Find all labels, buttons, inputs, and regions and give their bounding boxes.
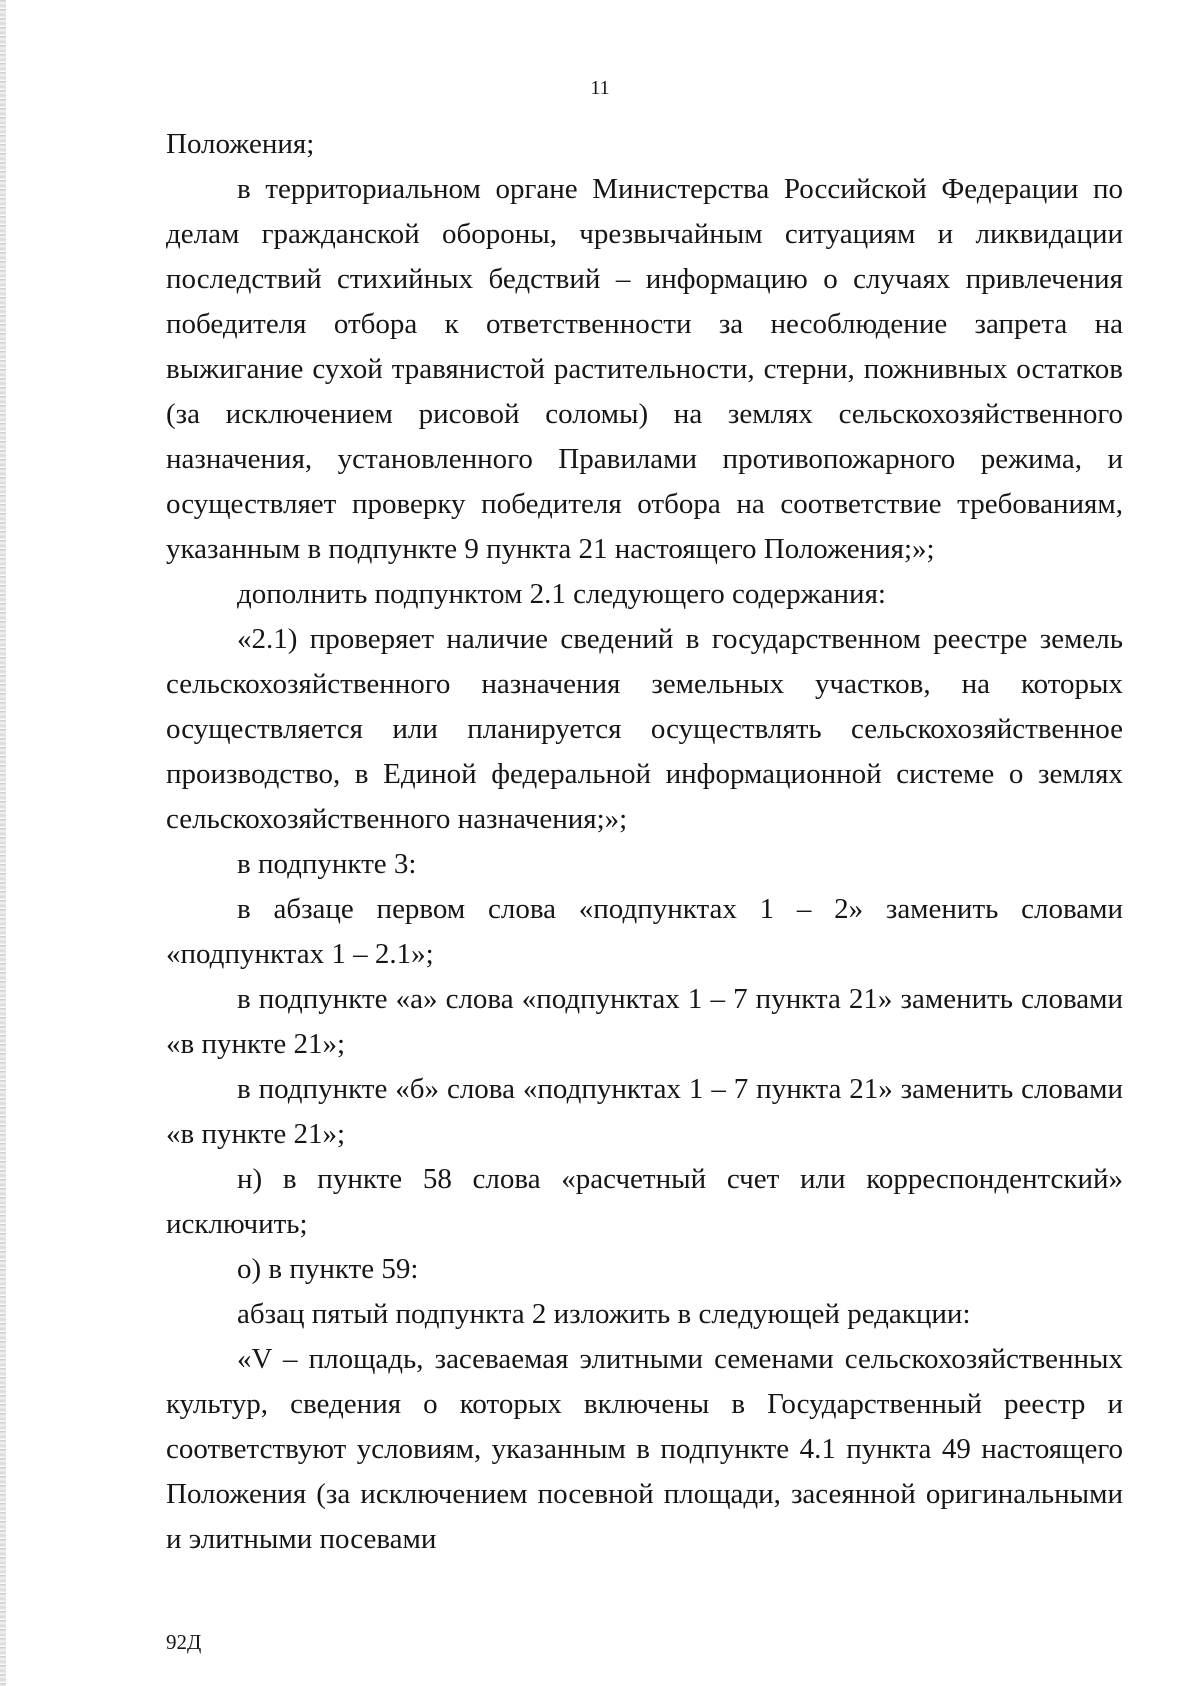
paragraph-6: в абзаце первом слова «подпунктах 1 – 2» заменить словами «подпунктах 1 – 2.1»; (166, 893, 1123, 970)
paragraph-11: абзац пятый подпункта 2 изложить в следующей редакции: (237, 1298, 971, 1330)
page-number: 11 (590, 77, 610, 99)
document-code: 92Д (166, 1630, 202, 1654)
paragraph-5: в подпункте 3: (237, 848, 417, 880)
document-body (166, 122, 1123, 1562)
paragraph-7: в подпункте «а» слова «подпунктах 1 – 7 пункта 21» заменить словами «в пункте 21»; (166, 983, 1123, 1060)
paragraph-9: н) в пункте 58 слова «расчетный счет или корреспондентский» исключить; (166, 1163, 1123, 1240)
paragraph-1: Положения; (166, 128, 315, 160)
paragraph-2: в территориальном органе Министерства Российской Федерации по делам гражданской обороны, чрезвычайным ситуациям и ликвидации последствий стихийных бедствий – информацию о случаях привлечения победителя отбора к ответственности за несоблюдение запрета на выжигание сухой травянистой растительности, стерни, пожнивных остатков (за исключением рисовой соломы) на землях сельскохозяйственного назначения, установленного Правилами противопожарного режима, и осуществляет проверку победителя отбора на соответствие требованиям, указанным в подпункте 9 пункта 21 настоящего Положения;»; (166, 173, 1123, 565)
paragraph-10: о) в пункте 59: (237, 1253, 419, 1285)
paragraph-12: «V – площадь, засеваемая элитными семенами сельскохозяйственных культур, сведения о которых включены в Государственный реестр и соответствуют условиям, указанным в подпункте 4.1 пункта 49 настоящего Положения (за исключением посевной площади, засеянной оригинальными и элитными посевами (166, 1343, 1123, 1555)
paragraph-8: в подпункте «б» слова «подпунктах 1 – 7 пункта 21» заменить словами «в пункте 21»; (166, 1073, 1123, 1150)
paragraph-3: дополнить подпунктом 2.1 следующего содержания: (237, 578, 886, 610)
scan-edge (0, 0, 6, 1686)
paragraph-4: «2.1) проверяет наличие сведений в государственном реестре земель сельскохозяйственного назначения земельных участков, на которых осуществляется или планируется осуществлять сельскохозяйственное производство, в Единой федеральной информационной системе о землях сельскохозяйственного назначения;»; (166, 623, 1123, 835)
